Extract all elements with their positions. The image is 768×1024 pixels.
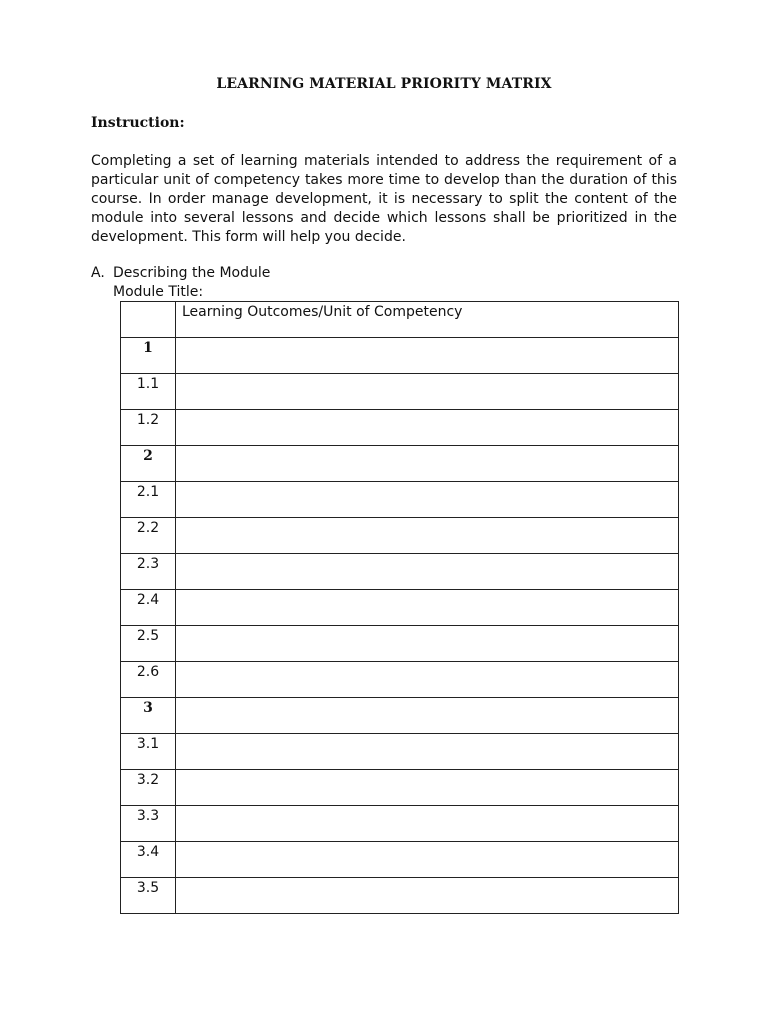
row-entry-cell[interactable] (176, 626, 679, 662)
table-row (121, 338, 679, 374)
header-learning-outcomes: Learning Outcomes/Unit of Competency (176, 302, 679, 338)
row-number-cell: 1 (121, 338, 176, 374)
header-number-cell (121, 302, 176, 338)
row-entry-cell[interactable] (176, 770, 679, 806)
table-row (121, 446, 679, 482)
table-header-row (121, 302, 679, 338)
table-row (121, 518, 679, 554)
row-entry-cell[interactable] (176, 410, 679, 446)
row-number-cell: 3.2 (121, 770, 176, 806)
row-entry-cell[interactable] (176, 338, 679, 374)
row-number-cell: 3.5 (121, 878, 176, 914)
table-row (121, 770, 679, 806)
row-entry-cell[interactable] (176, 446, 679, 482)
row-number-cell: 2.2 (121, 518, 176, 554)
instruction-heading: Instruction: (91, 115, 185, 131)
row-number-cell: 2 (121, 446, 176, 482)
table-row (121, 698, 679, 734)
instruction-paragraph: Completing a set of learning materials intended to address the requirement of a particular unit of competency takes more time to develop than the duration of this course. In order manage development, it is necessary to split the content of the module into several lessons and decide which lessons shall be prioritized in the development. This form will help you decide. (91, 153, 677, 245)
table-row (121, 482, 679, 518)
row-number-cell: 2.3 (121, 554, 176, 590)
row-number-cell: 1.2 (121, 410, 176, 446)
row-entry-cell[interactable] (176, 554, 679, 590)
table-row (121, 734, 679, 770)
row-entry-cell[interactable] (176, 374, 679, 410)
row-number-cell: 3.3 (121, 806, 176, 842)
row-entry-cell[interactable] (176, 482, 679, 518)
row-entry-cell[interactable] (176, 842, 679, 878)
row-number-cell: 2.5 (121, 626, 176, 662)
table-row (121, 410, 679, 446)
table-row (121, 662, 679, 698)
row-entry-cell[interactable] (176, 590, 679, 626)
row-entry-cell[interactable] (176, 698, 679, 734)
row-entry-cell[interactable] (176, 878, 679, 914)
table-row (121, 878, 679, 914)
row-number-cell: 2.6 (121, 662, 176, 698)
row-number-cell: 3.1 (121, 734, 176, 770)
priority-matrix-table (120, 301, 679, 914)
table-row (121, 806, 679, 842)
row-entry-cell[interactable] (176, 734, 679, 770)
table-row (121, 626, 679, 662)
row-number-cell: 2.1 (121, 482, 176, 518)
section-a-label: Describing the Module (113, 265, 271, 281)
row-number-cell: 3 (121, 698, 176, 734)
table-row (121, 842, 679, 878)
document-title: LEARNING MATERIAL PRIORITY MATRIX (216, 76, 552, 92)
section-a-heading (91, 265, 270, 281)
row-number-cell: 1.1 (121, 374, 176, 410)
section-a-marker: A. (91, 265, 105, 281)
table-row (121, 374, 679, 410)
row-number-cell: 3.4 (121, 842, 176, 878)
row-entry-cell[interactable] (176, 806, 679, 842)
table-row (121, 554, 679, 590)
row-entry-cell[interactable] (176, 518, 679, 554)
table-row (121, 590, 679, 626)
row-entry-cell[interactable] (176, 662, 679, 698)
module-title-label: Module Title: (113, 284, 204, 300)
row-number-cell: 2.4 (121, 590, 176, 626)
